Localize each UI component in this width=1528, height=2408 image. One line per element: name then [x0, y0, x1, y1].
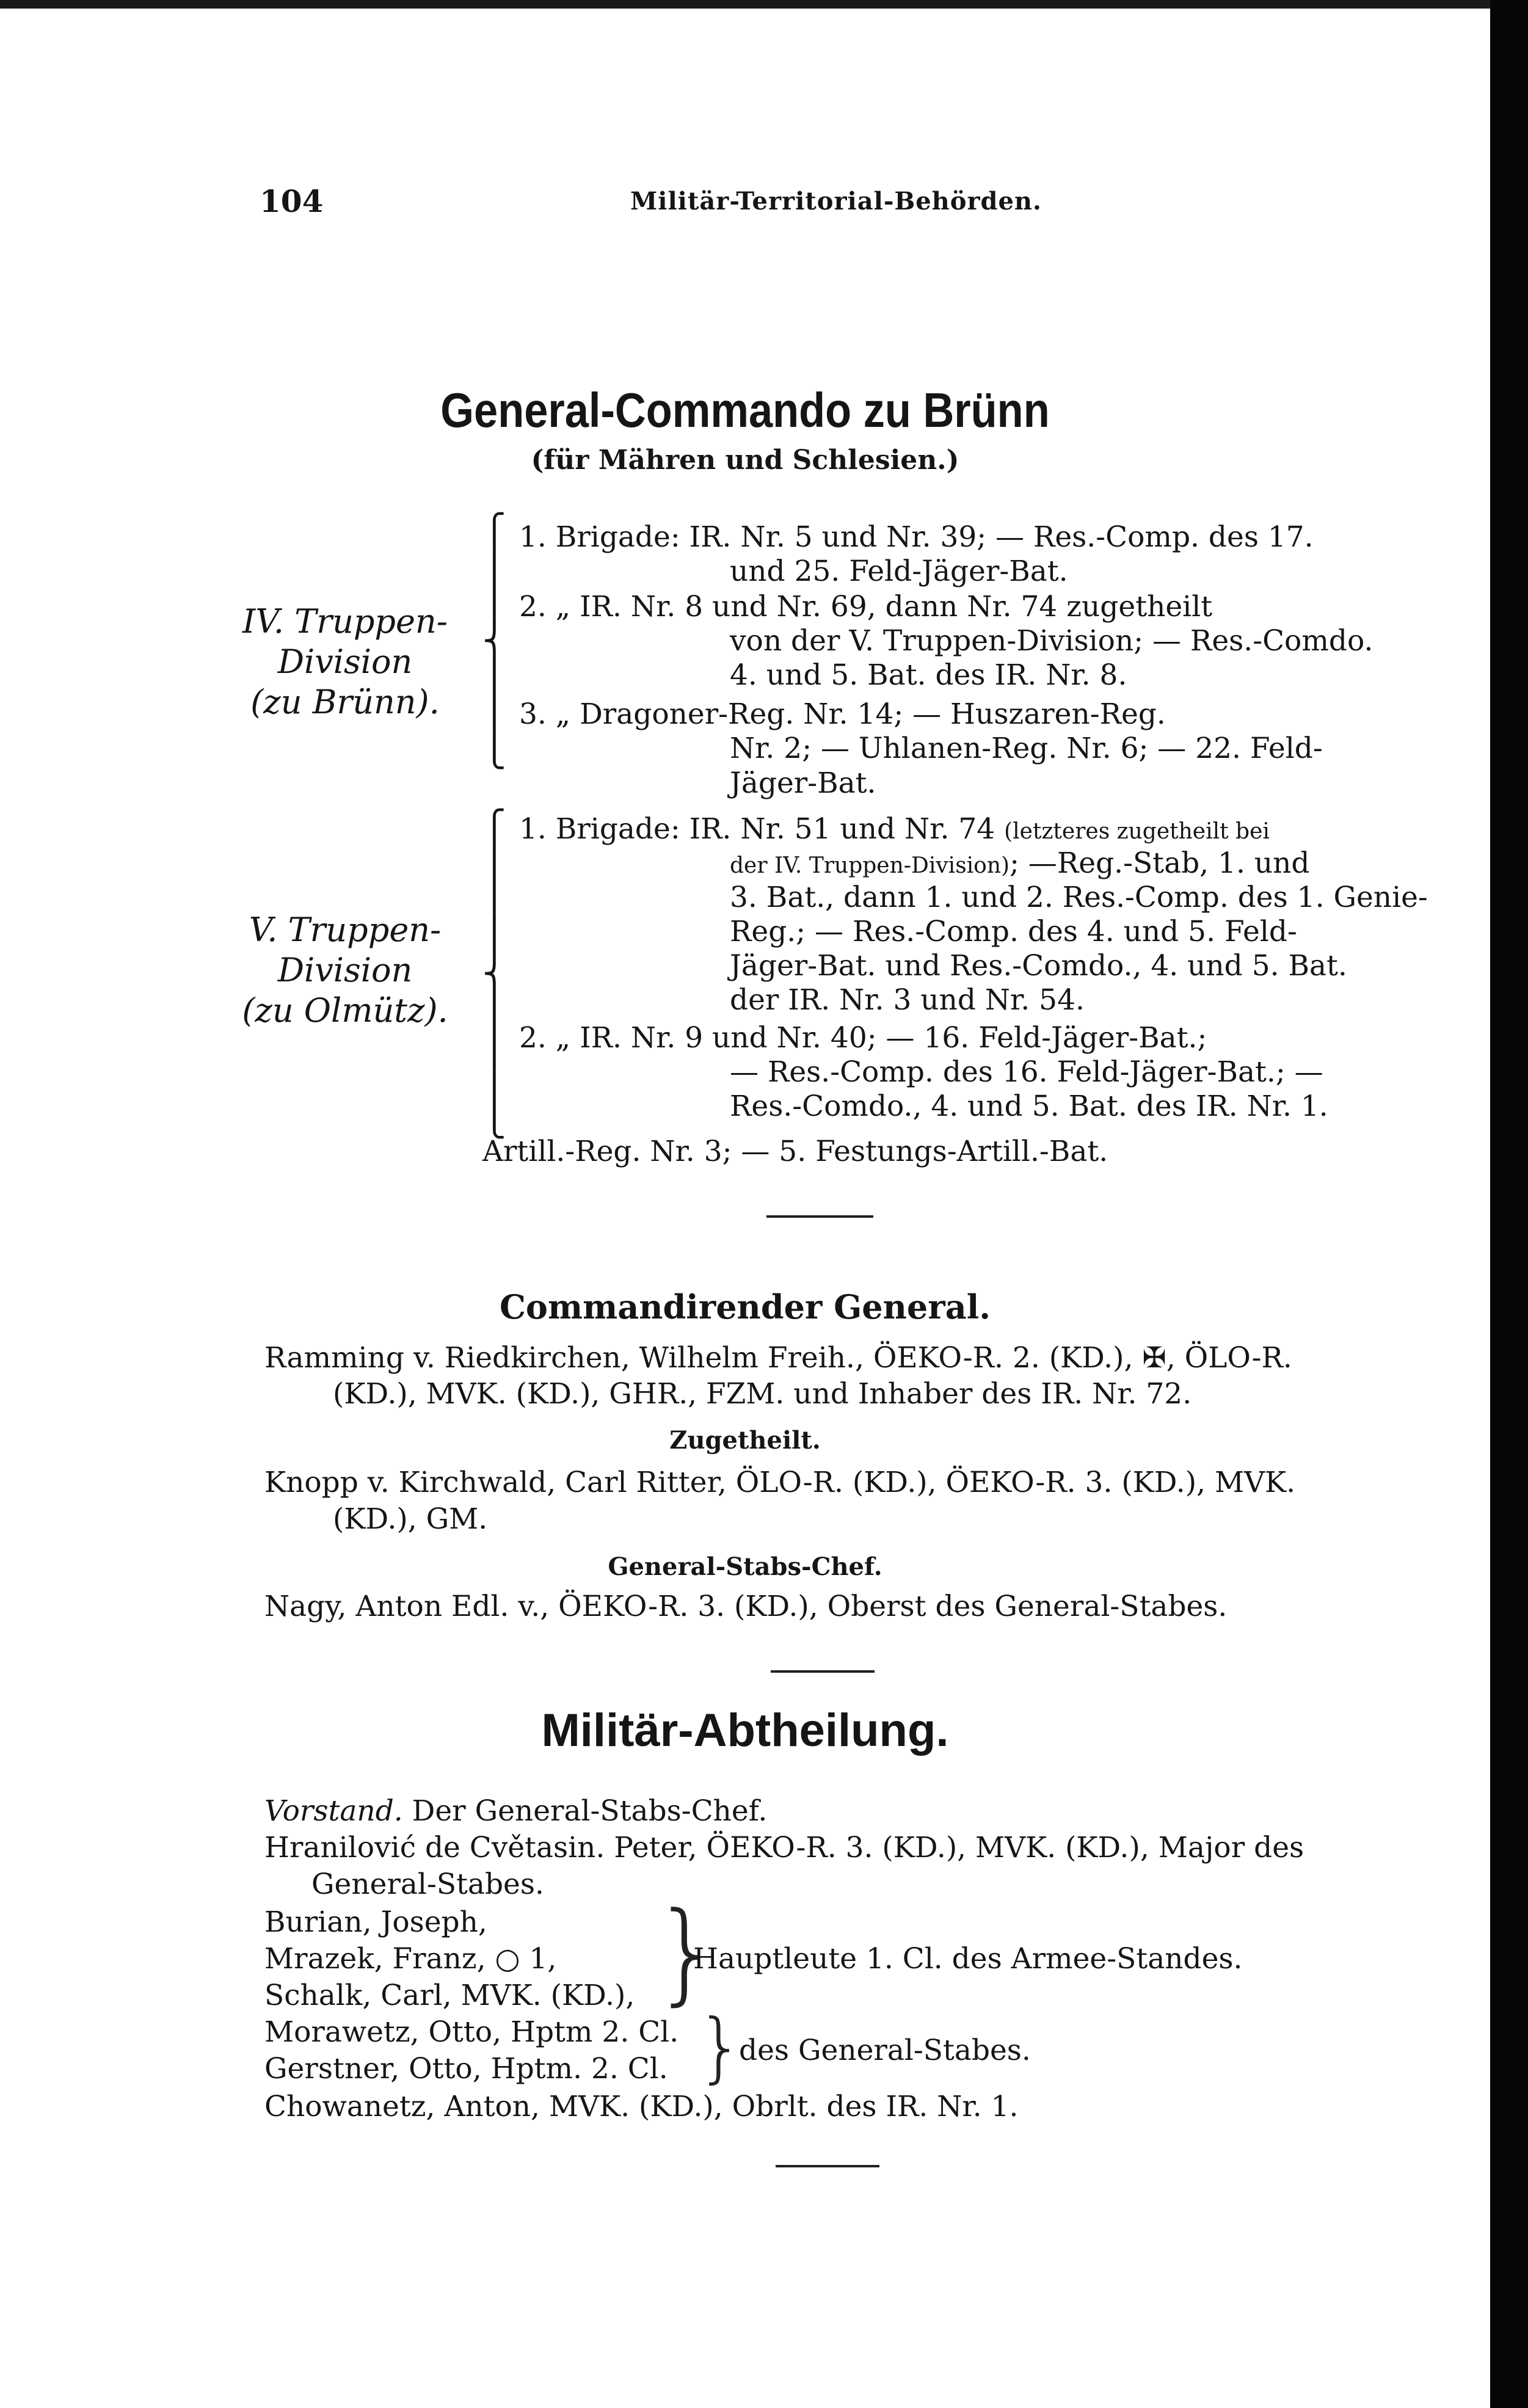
officer-gerstner: Gerstner, Otto, Hptm. 2. Cl.	[264, 2052, 668, 2086]
div5-line-5: Jäger-Bat. und Res.-Comdo., 4. und 5. Bat.	[730, 949, 1347, 983]
section-title: General-Commando zu Brünn	[440, 383, 1050, 437]
vorstand-label: Vorstand.	[264, 1794, 403, 1828]
division-label-line: Division	[277, 642, 413, 681]
scan-edge	[1490, 0, 1528, 2408]
division-iv-label	[223, 602, 467, 722]
vorstand-line	[264, 1794, 767, 1828]
group1-label: Hauptleute 1. Cl. des Armee-Standes.	[693, 1942, 1243, 1976]
commanding-line-1b: , ÖLO-R.	[1166, 1341, 1292, 1375]
div5-line-2-note: der IV. Truppen-Division)	[730, 853, 1010, 878]
division-v-label	[223, 910, 467, 1031]
div5-line-6: der IR. Nr. 3 und Nr. 54.	[730, 983, 1085, 1017]
division-label-line: (zu Olmütz).	[242, 991, 448, 1030]
officer-chowanetz: Chowanetz, Anton, MVK. (KD.), Obrlt. des IR. Nr. 1.	[264, 2090, 1019, 2123]
commanding-general-heading: Commandirender General.	[499, 1287, 991, 1326]
div4-line-7: Nr. 2; — Uhlanen-Reg. Nr. 6; — 22. Feld-	[730, 732, 1323, 765]
hranilovic-line-2: General-Stabes.	[311, 1868, 544, 1901]
officer-schalk: Schalk, Carl, MVK. (KD.),	[264, 1979, 635, 2012]
division-iv-brace: ⎧ ⎪ ⎪ ⎨ ⎪ ⎪ ⎩	[482, 513, 506, 769]
div5-line-2	[730, 846, 1309, 880]
div4-line-4: von der V. Truppen-Division; — Res.-Comdo.	[730, 624, 1373, 658]
commanding-line-1a: Ramming v. Riedkirchen, Wilhelm Freih., ÖEKO-R. 2. (KD.),	[264, 1341, 1143, 1375]
assigned-line-1: Knopp v. Kirchwald, Carl Ritter, ÖLO-R. (KD.), ÖEKO-R. 3. (KD.), MVK.	[264, 1466, 1296, 1499]
hranilovic-line-1: Hranilović de Cvětasin. Peter, ÖEKO-R. 3. (KD.), MVK. (KD.), Major des	[264, 1831, 1304, 1864]
div4-line-1: 1. Brigade: IR. Nr. 5 und Nr. 39; — Res.-Comp. des 17.	[519, 520, 1314, 554]
order-cross-icon: ✠	[1142, 1341, 1166, 1375]
officer-mrazek: Mrazek, Franz, ○ 1,	[264, 1942, 557, 1976]
artillery-line: Artill.-Reg. Nr. 3; — 5. Festungs-Artill.-Bat.	[482, 1135, 1108, 1168]
vorstand-text: Der General-Stabs-Chef.	[402, 1794, 768, 1828]
div4-line-3: 2. „ IR. Nr. 8 und Nr. 69, dann Nr. 74 zugetheilt	[519, 590, 1213, 624]
div5-line-8: — Res.-Comp. des 16. Feld-Jäger-Bat.; —	[730, 1055, 1323, 1089]
div5-line-3: 3. Bat., dann 1. und 2. Res.-Comp. des 1. Genie-	[730, 881, 1428, 914]
officer-morawetz: Morawetz, Otto, Hptm 2. Cl.	[264, 2015, 679, 2049]
section-divider	[771, 1670, 875, 1673]
assigned-line-2: (KD.), GM.	[333, 1502, 488, 1536]
div5-line-2-main: ; —Reg.-Stab, 1. und	[1010, 846, 1310, 880]
commanding-line-2: (KD.), MVK. (KD.), GHR., FZM. und Inhaber des IR. Nr. 72.	[333, 1377, 1192, 1411]
assigned-heading: Zugetheilt.	[669, 1426, 821, 1455]
officer-burian: Burian, Joseph,	[264, 1905, 487, 1939]
div5-line-4: Reg.; — Res.-Comp. des 4. und 5. Feld-	[730, 915, 1297, 948]
division-label-line: (zu Brünn).	[250, 683, 440, 721]
division-label-line: V. Truppen-	[249, 911, 442, 949]
military-department-heading: Militär-Abtheilung.	[541, 1704, 949, 1756]
div5-line-1-main: 1. Brigade: IR. Nr. 51 und Nr. 74	[519, 812, 1005, 846]
div4-line-6: 3. „ Dragoner-Reg. Nr. 14; — Huszaren-Reg.	[519, 697, 1166, 731]
div5-line-1-note: (letzteres zugetheilt bei	[1004, 819, 1270, 844]
scan-top-edge	[0, 0, 1490, 9]
section-subtitle: (für Mähren und Schlesien.)	[531, 445, 959, 476]
commanding-line-1	[264, 1341, 1292, 1375]
division-v-brace: ⎧ ⎪ ⎪ ⎪ ⎨ ⎪ ⎪ ⎪ ⎩	[482, 809, 506, 1139]
chief-line: Nagy, Anton Edl. v., ÖEKO-R. 3. (KD.), Oberst des General-Stabes.	[264, 1590, 1228, 1623]
div5-line-1	[519, 812, 1270, 846]
page-number: 104	[260, 183, 324, 219]
chief-heading: General-Stabs-Chef.	[608, 1552, 882, 1581]
div5-line-9: Res.-Comdo., 4. und 5. Bat. des IR. Nr. 1.	[730, 1089, 1328, 1123]
section-divider	[766, 1215, 873, 1218]
group2-brace: }	[696, 2003, 745, 2092]
group1-brace: }	[652, 1889, 722, 2017]
division-label-line: IV. Truppen-	[242, 602, 448, 641]
running-title: Militär-Territorial-Behörden.	[630, 187, 1042, 216]
div4-line-2: und 25. Feld-Jäger-Bat.	[730, 555, 1068, 588]
div4-line-8: Jäger-Bat.	[730, 766, 876, 800]
group2-label: des General-Stabes.	[739, 2034, 1031, 2067]
div5-line-7: 2. „ IR. Nr. 9 und Nr. 40; — 16. Feld-Jäger-Bat.;	[519, 1021, 1207, 1055]
division-label-line: Division	[277, 951, 413, 989]
section-divider	[776, 2165, 879, 2167]
div4-line-5: 4. und 5. Bat. des IR. Nr. 8.	[730, 658, 1127, 692]
